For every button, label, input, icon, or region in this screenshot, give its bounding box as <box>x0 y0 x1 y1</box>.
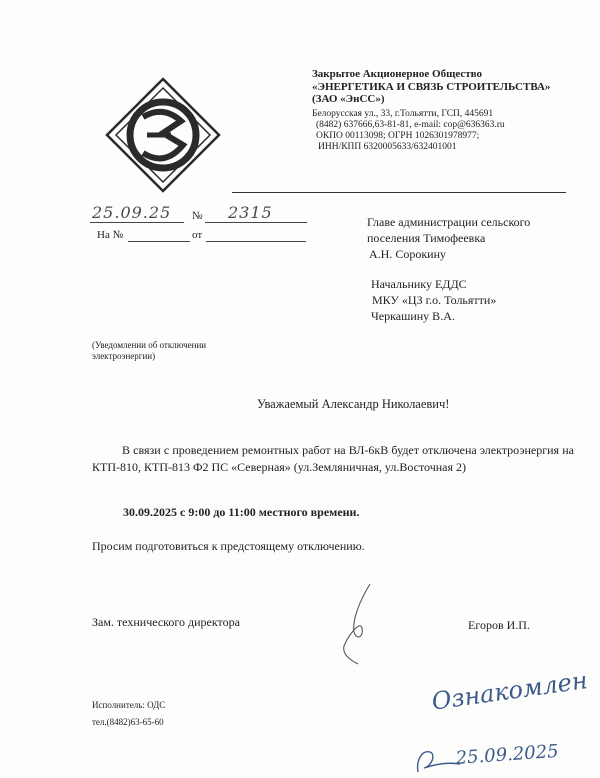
reference-number-label: На № <box>97 229 124 241</box>
org-name: «ЭНЕРГЕТИКА И СВЯЗЬ СТРОИТЕЛЬСТВА» <box>312 80 551 93</box>
header-divider <box>232 192 566 193</box>
org-inn: ИНН/КПП 6320005633/632401001 <box>318 141 457 152</box>
outgoing-number: 2315 <box>228 203 273 222</box>
addressee-line: МКУ «ЦЗ г.о. Тольятти» <box>372 293 497 307</box>
addressee-line: Начальнику ЕДДС <box>371 277 467 291</box>
addressee-head-of-administration <box>367 214 530 262</box>
executor-label: Исполнитель: ОДС <box>92 700 166 710</box>
body-request: Просим подготовиться к предстоящему отключению. <box>92 539 365 553</box>
outage-date-time: 30.09.2025 с 9:00 до 11:00 местного времени. <box>123 505 360 519</box>
org-address: Белорусская ул., 33, г.Тольятти, ГСП, 445691 <box>312 108 494 119</box>
org-type: Закрытое Акционерное Общество <box>312 68 483 80</box>
org-phone: (8482) 637666,63-81-81, e-mail: cop@636363.ru <box>316 119 505 130</box>
handwritten-ack-date: 25.09.2025 <box>455 740 560 769</box>
org-short-name: (ЗАО «ЭнСС») <box>312 93 385 105</box>
outgoing-date: 25.09.25 <box>92 203 172 222</box>
salutation: Уважаемый Александр Николаевич! <box>257 397 450 411</box>
org-okpo: ОКПО 00113098; ОГРН 1026301978977; <box>316 130 480 141</box>
company-logo-icon <box>103 75 223 195</box>
executor-phone: тел.(8482)63-65-60 <box>92 717 164 727</box>
reference-from-label: от <box>192 229 203 241</box>
number-label: № <box>192 210 203 222</box>
signature-mark <box>330 580 390 670</box>
subject-line: электроэнергии) <box>92 351 156 361</box>
signatory-position: Зам. технического директора <box>92 615 240 629</box>
letter-subject <box>92 340 206 362</box>
body-paragraph: В связи с проведением ремонтных работ на ВЛ-6кВ будет отключена электроэнергия на КТП-810, КТП-813 Ф2 ПС «Северная» (ул.Земляничная, ул.Восточная 2) <box>92 443 574 474</box>
organization-header <box>312 68 592 153</box>
addressee-line: А.Н. Сорокину <box>369 247 447 261</box>
addressee-edds <box>371 276 496 324</box>
handwritten-initials-mark <box>412 742 462 776</box>
handwritten-acknowledged: Ознакомлен <box>430 666 590 716</box>
addressee-line: Главе администрации сельского <box>367 215 531 229</box>
subject-line: (Уведомлении об отключении <box>92 340 207 350</box>
addressee-line: Черкашину В.А. <box>371 309 455 323</box>
signatory-name: Егоров И.П. <box>468 618 530 632</box>
addressee-line: поселения Тимофеевка <box>367 231 486 245</box>
